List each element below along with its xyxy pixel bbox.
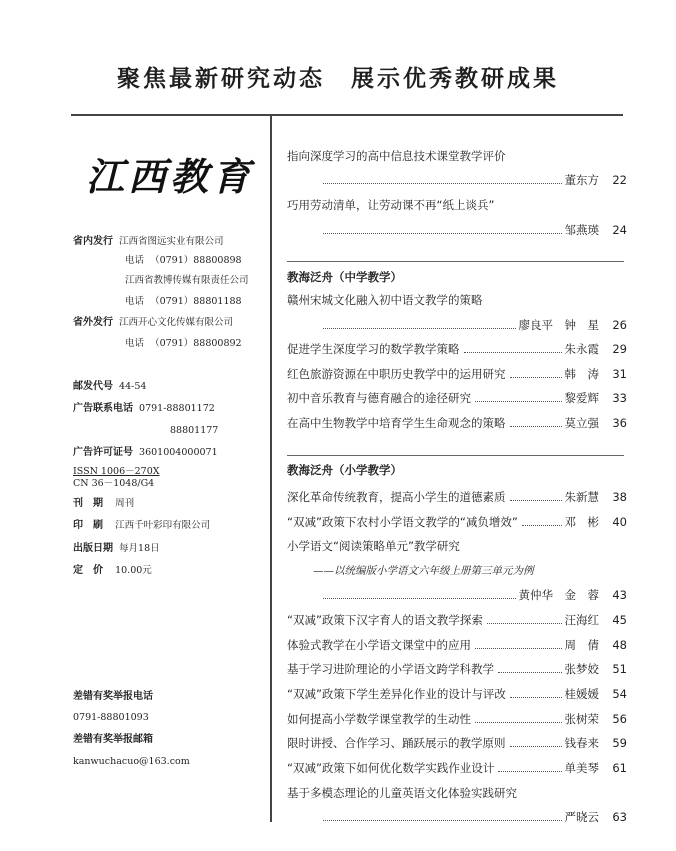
- toc-entry-author-line: 邹燕瑛 24: [287, 222, 627, 238]
- column-divider: [270, 115, 272, 822]
- domestic-distributor-1: 省内发行 江西省图远实业有限公司: [73, 236, 224, 247]
- cn-number: CN 36－1048/G4: [73, 478, 155, 489]
- overseas-phone: 电话 （0791）88800892: [125, 338, 242, 349]
- section-heading-middle: 教海泛舟（中学教学）: [287, 270, 402, 284]
- toc-entry[interactable]: 限时讲授、合作学习、踊跃展示的教学原则 钱春来 59: [287, 736, 627, 750]
- postcode: 邮发代号 44-54: [73, 381, 147, 392]
- report-email: kanwuchacuo@163.com: [73, 756, 190, 767]
- toc-entry[interactable]: “双减”政策下学生差异化作业的设计与评改 桂媛媛 54: [287, 687, 627, 701]
- toc-entry[interactable]: “双减”政策下汉字育人的语文教学探索 汪海红 45: [287, 613, 627, 627]
- ad-phone: 广告联系电话 0791-88801172: [73, 403, 215, 414]
- report-phone: 0791-88801093: [73, 712, 149, 723]
- toc-entry-author-line: 黄仲华 金 蓉 43: [287, 587, 627, 603]
- publish-date: 出版日期 每月18日: [73, 543, 160, 554]
- toc-entry-subtitle: ——以统编版小学语文六年级上册第三单元为例: [313, 565, 534, 577]
- toc-entry[interactable]: 深化革命传统教育，提高小学生的道德素质 朱新慧 38: [287, 490, 627, 504]
- header-divider: [71, 114, 623, 116]
- ad-license: 广告许可证号 3601004000071: [73, 447, 218, 458]
- toc-entry[interactable]: 基于多模态理论的儿童英语文化体验实践研究: [287, 786, 517, 800]
- period: 刊 期 周刊: [73, 498, 135, 509]
- domestic-1-phone: 电话 （0791）88800898: [125, 255, 242, 266]
- domestic-distributor-2: 江西省教博传媒有限责任公司: [125, 275, 249, 286]
- toc-entry[interactable]: 巧用劳动清单，让劳动课不再“纸上谈兵”: [287, 198, 495, 212]
- section-divider: [287, 455, 624, 456]
- toc-entry[interactable]: “双减”政策下如何优化数学实践作业设计 单美琴 61: [287, 761, 627, 775]
- report-email-label: 差错有奖举报邮箱: [73, 734, 153, 745]
- toc-entry[interactable]: 初中音乐教育与德育融合的途径研究 黎爱辉 33: [287, 391, 627, 405]
- toc-entry[interactable]: 指向深度学习的高中信息技术课堂教学评价: [287, 149, 506, 163]
- toc-entry[interactable]: 基于学习进阶理论的小学语文跨学科教学 张梦姣 51: [287, 662, 627, 676]
- toc-entry-author-line: 廖良平 钟 星 26: [287, 317, 627, 333]
- toc-entry[interactable]: 小学语文“阅读策略单元”教学研究: [287, 539, 460, 553]
- report-phone-label: 差错有奖举报电话: [73, 691, 153, 702]
- magazine-logo: [86, 152, 256, 200]
- toc-entry[interactable]: 红色旅游资源在中职历史教学中的运用研究 韩 涛 31: [287, 367, 627, 381]
- issn: ISSN 1006－270X: [73, 466, 160, 477]
- section-divider: [287, 261, 624, 262]
- toc-entry[interactable]: 在高中生物教学中培育学生生命观念的策略 莫立强 36: [287, 416, 627, 430]
- toc-entry[interactable]: 赣州宋城文化融入初中语文教学的策略: [287, 293, 483, 307]
- toc-entry[interactable]: 如何提高小学数学课堂教学的生动性 张树荣 56: [287, 712, 627, 726]
- toc-entry[interactable]: 体验式教学在小学语文课堂中的应用 周 倩 48: [287, 638, 627, 652]
- toc-entry[interactable]: “双减”政策下农村小学语文教学的“减负增效” 邓 彬 40: [287, 515, 627, 529]
- section-heading-primary: 教海泛舟（小学教学）: [287, 463, 402, 477]
- svg-text:江西教育: 江西教育: [86, 154, 255, 199]
- domestic-2-phone: 电话 （0791）88801188: [125, 296, 242, 307]
- overseas-distributor: 省外发行 江西开心文化传媒有限公司: [73, 317, 234, 328]
- toc-entry-author-line: 严晓云 63: [287, 809, 627, 825]
- ad-phone-2: 88801177: [170, 425, 219, 436]
- page-headline: 聚焦最新研究动态 展示优秀教研成果: [117, 66, 559, 92]
- printer: 印 刷 江西千叶彩印有限公司: [73, 520, 211, 531]
- price: 定 价 10.00元: [73, 565, 152, 576]
- toc-entry-author-line: 董东方 22: [287, 172, 627, 188]
- toc-entry[interactable]: 促进学生深度学习的数学教学策略 朱永霞 29: [287, 342, 627, 356]
